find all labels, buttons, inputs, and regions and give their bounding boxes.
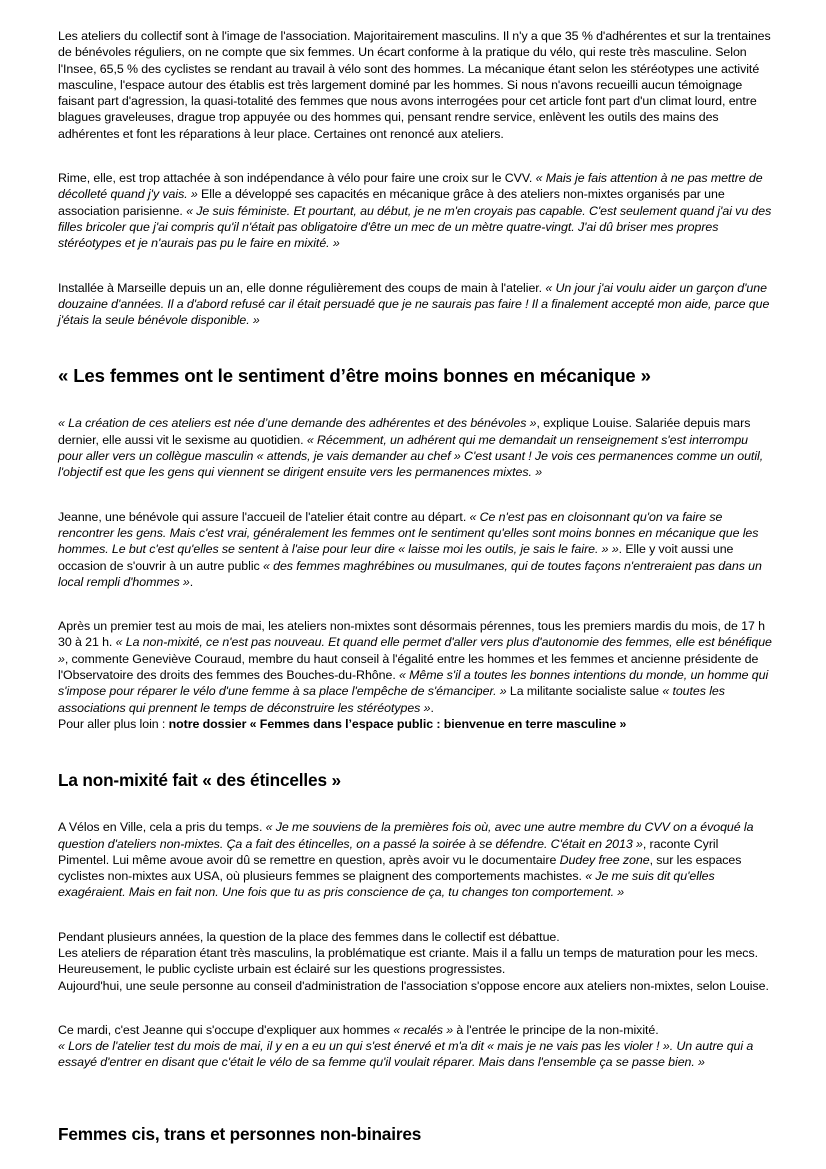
paragraph-marseille [58, 280, 772, 329]
text-run-italic: « recalés » [393, 1022, 454, 1037]
text-run-normal: Installée à Marseille depuis un an, elle donne régulièrement des coups de main à l'atelier. [58, 280, 546, 295]
spacer [58, 1010, 772, 1022]
text-run-italic: « Récemment, un adhérent qui me demandait un renseignement s'est interrompu pour aller vers un collègue masculin « attends, je vais demander au chef » C'est usant ! Je vois ces permanences comme un outil, l'objectif est que les gens qui viennent se dirigent ensuite vers les permanences mixtes. » [58, 432, 764, 480]
text-run-italic: « Ce n'est pas en cloisonnant qu'on va faire se rencontrer les gens. Mais c'est vrai, généralement les femmes ont le sentiment qu'elles sont moins bonnes en mécanique que les hommes. Le but c'est qu'elles se sentent à l'aise pour leur dire « laisse moi les outils, je sais le faire. » » [58, 509, 759, 557]
text-run-italic: « Lors de l'atelier test du mois de mai, il y en a eu un qui s'est énervé et m'a dit « mais je ne vais pas les violer ! ». Un autre qui a essayé d'entrer en disant que c'était le vélo de sa femme qu'il voulait réparer. Mais dans l'ensemble ça se passe bien. » [58, 1039, 754, 1070]
spacer [58, 268, 772, 280]
text-run-normal: , sur les espaces cyclistes non-mixtes aux USA, où plusieurs femmes se plaignent des comportements machistes. [58, 852, 742, 884]
text-run-bold: notre dossier « Femmes dans l’espace public : bienvenue en terre masculine » [168, 716, 627, 731]
text-run-normal: , commente Geneviève Couraud, membre du haut conseil à l'égalité entre les hommes et les femmes et ancienne présidente de l'Observatoire des droits des femmes des Bouches-du-Rhône. [58, 651, 759, 683]
text-run-normal: à l'entrée le principe de la non-mixité. [453, 1022, 659, 1037]
section-heading-femmes-sentiment: « Les femmes ont le sentiment d’être moins bonnes en mécanique » [58, 365, 651, 387]
text-run-normal: Ce mardi, c'est Jeanne qui s'occupe d'expliquer aux hommes [58, 1022, 394, 1037]
paragraph-couraud [58, 618, 772, 716]
text-run-italic: « Un jour j'ai voulu aider un garçon d'une douzaine d'années. Il a d'abord refusé car il était persuadé que je ne saurais pas faire ! Il a finalement accepté mon aide, parce que j'étais la seule bénévole disponible. » [58, 280, 770, 328]
text-run-italic: « Je me souviens de la premières fois où, avec une autre membre du CVV on a évoqué la question d'ateliers non-mixtes. Ça a fait des étincelles, on a passé la soirée à se défendre. C'était en 2013 » [58, 820, 754, 851]
spacer [58, 791, 772, 819]
spacer [58, 387, 772, 415]
paragraph-jeanne [58, 509, 772, 590]
text-run-italic: « Je suis féministe. Et pourtant, au début, je ne m'en croyais pas capable. C'est seulement quand j'ai vu des filles bricoler que j'ai compris qu'il n'était pas obligatoire d'être un mec de un mètre quatre-vingt. J'ai dû briser mes propres stéréotypes et je n'aurais pas pu le faire en mixité. » [58, 203, 772, 251]
spacer [58, 497, 772, 509]
text-run-normal: Rime, elle, est trop attachée à son indépendance à vélo pour faire une croix sur le CVV. [58, 171, 536, 186]
spacer [58, 1087, 772, 1123]
paragraph-debat-interne: Pendant plusieurs années, la question de la place des femmes dans le collectif est débattue. Les ateliers de réparation étant très masculins, la problématique est criante. Mais il a fallu un temps de maturation pour les mecs. Heureusement, le public cycliste urbain est éclairé sur les questions progressistes. Aujourd'hui, une seule personne au conseil d'administration de l'association s'oppose encore aux ateliers non-mixtes, selon Louise. [58, 929, 769, 993]
article-body [58, 28, 772, 1145]
paragraph-louise [58, 415, 772, 480]
spacer [58, 344, 772, 365]
spacer [58, 748, 772, 769]
spacer [58, 606, 772, 618]
section-heading-non-mixite-etincelles: La non-mixité fait « des étincelles » [58, 770, 341, 791]
text-run-italic: « Même s'il a toutes les bonnes intentions du monde, un homme qui s'impose pour réparer le vélo d'une femme à sa place l'empêche de s'émanciper. » [58, 668, 769, 699]
text-run-normal: La militante socialiste salue [506, 684, 663, 699]
text-run-normal: , raconte Cyril Pimentel. Lui même avoue avoir dû se remettre en question, après avoir vu le documentaire [58, 836, 719, 867]
text-run-italic: « Mais je fais attention à ne pas mettre de décolleté quand j'y vais. » [58, 171, 763, 202]
text-run-normal: , explique Louise. Salariée depuis mars dernier, elle aussi vit le sexisme au quotidien. [58, 416, 751, 447]
text-run-normal: Jeanne, une bénévole qui assure l'accueil de l'atelier était contre au départ. [58, 509, 470, 524]
text-run-italic: Dudey free zone [559, 852, 650, 867]
spacer [58, 917, 772, 929]
text-run-normal: . [430, 700, 434, 715]
section-heading-femmes-cis-trans: Femmes cis, trans et personnes non-binaires [58, 1123, 422, 1144]
text-run-normal: Après un premier test au mois de mai, les ateliers non-mixtes sont désormais pérennes, tous les premiers mardis du mois, de 17 h 30 à 21 h. [58, 619, 765, 650]
text-run-normal: A Vélos en Ville, cela a pris du temps. [58, 820, 266, 835]
paragraph-ce-mardi [58, 1022, 772, 1071]
text-run-normal: . [189, 574, 194, 589]
text-run-italic: « La création de ces ateliers est née d’une demande des adhérentes et des bénévoles » [58, 416, 537, 431]
paragraph-velos-en-ville [58, 819, 772, 900]
text-run-italic: « toutes les associations qui prennent le temps de déconstruire les stéréotypes » [58, 684, 725, 715]
text-run-normal: Elle a développé ses capacités en mécanique grâce à des ateliers non-mixtes organisés par une association parisienne. [58, 187, 725, 218]
text-run-italic: « des femmes maghrébines ou musulmanes, qui de toutes façons n'entreraient pas dans un local rempli d'hommes » [58, 558, 762, 589]
spacer [58, 158, 772, 170]
text-run-italic: « Je me suis dit qu'elles exagéraient. Mais en fait non. Une fois que tu as pris conscience de ça, tu changes ton comportement. » [58, 869, 715, 900]
paragraph-intro: Les ateliers du collectif sont à l'image de l'association. Majoritairement masculins. Il n'y a que 35 % d'adhérentes et sur la trentaines de bénévoles réguliers, on ne compte que six femmes. Un écart conforme à la pratique du vélo, qui reste très masculine. Selon l'Insee, 65,5 % des cyclistes se rendant au travail à vélo sont des hommes. La mécanique étant selon les stéréotypes une activité masculine, l'espace autour des établis est très largement dominé par les hommes. Si nous n'avons recueilli aucun témoignage faisant part d'agression, la quasi-totalité des femmes que nous avons interrogées pour cet article font part d'un climat lourd, entre blagues graveleuses, drague trop appuyée ou des hommes qui, pensant rendre service, enlèvent les outils des mains des adhérentes et font les réparations à leur place. Certaines ont renoncé aux ateliers. [58, 29, 771, 141]
text-run-normal: Pour aller plus loin : [58, 716, 169, 731]
text-run-italic: « La non-mixité, ce n'est pas nouveau. Et quand elle permet d'aller vers plus d'autonomie des femmes, elle est bénéfique » [58, 635, 772, 666]
paragraph-rime [58, 170, 772, 251]
paragraph-pour-aller-plus-loin [58, 716, 772, 732]
text-run-normal: . Elle y voit aussi une occasion de s'ouvrir à un autre public [58, 542, 734, 573]
